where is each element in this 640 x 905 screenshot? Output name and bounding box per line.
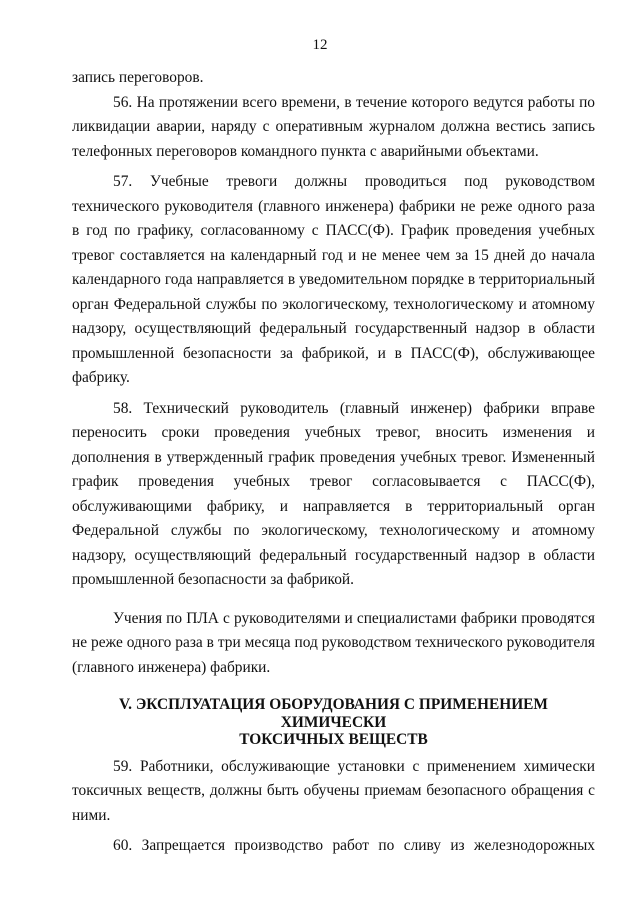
paragraph-59: 59. Работники, обслуживающие установки с применением химически токсичных веществ, должны быть обучены приемам безопасного обращения с ними. [72,757,595,824]
document-body [72,66,595,859]
paragraph-56: 56. На протяжении всего времени, в течение которого ведутся работы по ликвидации аварии, наряду с оперативным журналом должна вестись запись телефонных переговоров командного пункта с аварийными объектами. [72,93,595,160]
section-heading-line-1: V. ЭКСПЛУАТАЦИЯ ОБОРУДОВАНИЯ С ПРИМЕНЕНИЕМ ХИМИЧЕСКИ [119,696,548,731]
section-heading-line-2: ТОКСИЧНЫХ ВЕЩЕСТВ [239,731,428,748]
paragraph-57: 57. Учебные тревоги должны проводиться под руководством технического руководителя (главного инженера) фабрики не реже одного раза в год по графику, согласованному с ПАСС(Ф). График проведения учебных тревог составляется на календарный год и не менее чем за 15 дней до начала календарного года направляется в уведомительном порядке в территориальный орган Федеральной службы по экологическому, технологическому и атомному надзору, осуществляющий федеральный государственный надзор в области промышленной безопасности за фабрикой, и в ПАСС(Ф), обслуживающее фабрику. [72,173,595,386]
page-number: 12 [312,37,328,53]
section-heading [72,696,595,749]
paragraph-continuation: запись переговоров. [72,69,204,86]
paragraph-58: 58. Технический руководитель (главный инженер) фабрики вправе переносить сроки проведения учебных тревог, вносить изменения и дополнения в утвержденный график проведения учебных тревог. Измененный график проведения учебных тревог согласовывается с ПАСС(Ф), обслуживающими фабрику, и направляется в территориальный орган Федеральной службы по экологическому, технологическому и атомному надзору, осуществляющий федеральный государственный надзор в области промышленной безопасности за фабрикой. [72,399,595,588]
paragraph-58-training: Учения по ПЛА с руководителями и специалистами фабрики проводятся не реже одного раза в три месяца под руководством технического руководителя (главного инженера) фабрики. [72,609,595,676]
paragraph-60: 60. Запрещается производство работ по сливу из железнодорожных [113,837,595,854]
